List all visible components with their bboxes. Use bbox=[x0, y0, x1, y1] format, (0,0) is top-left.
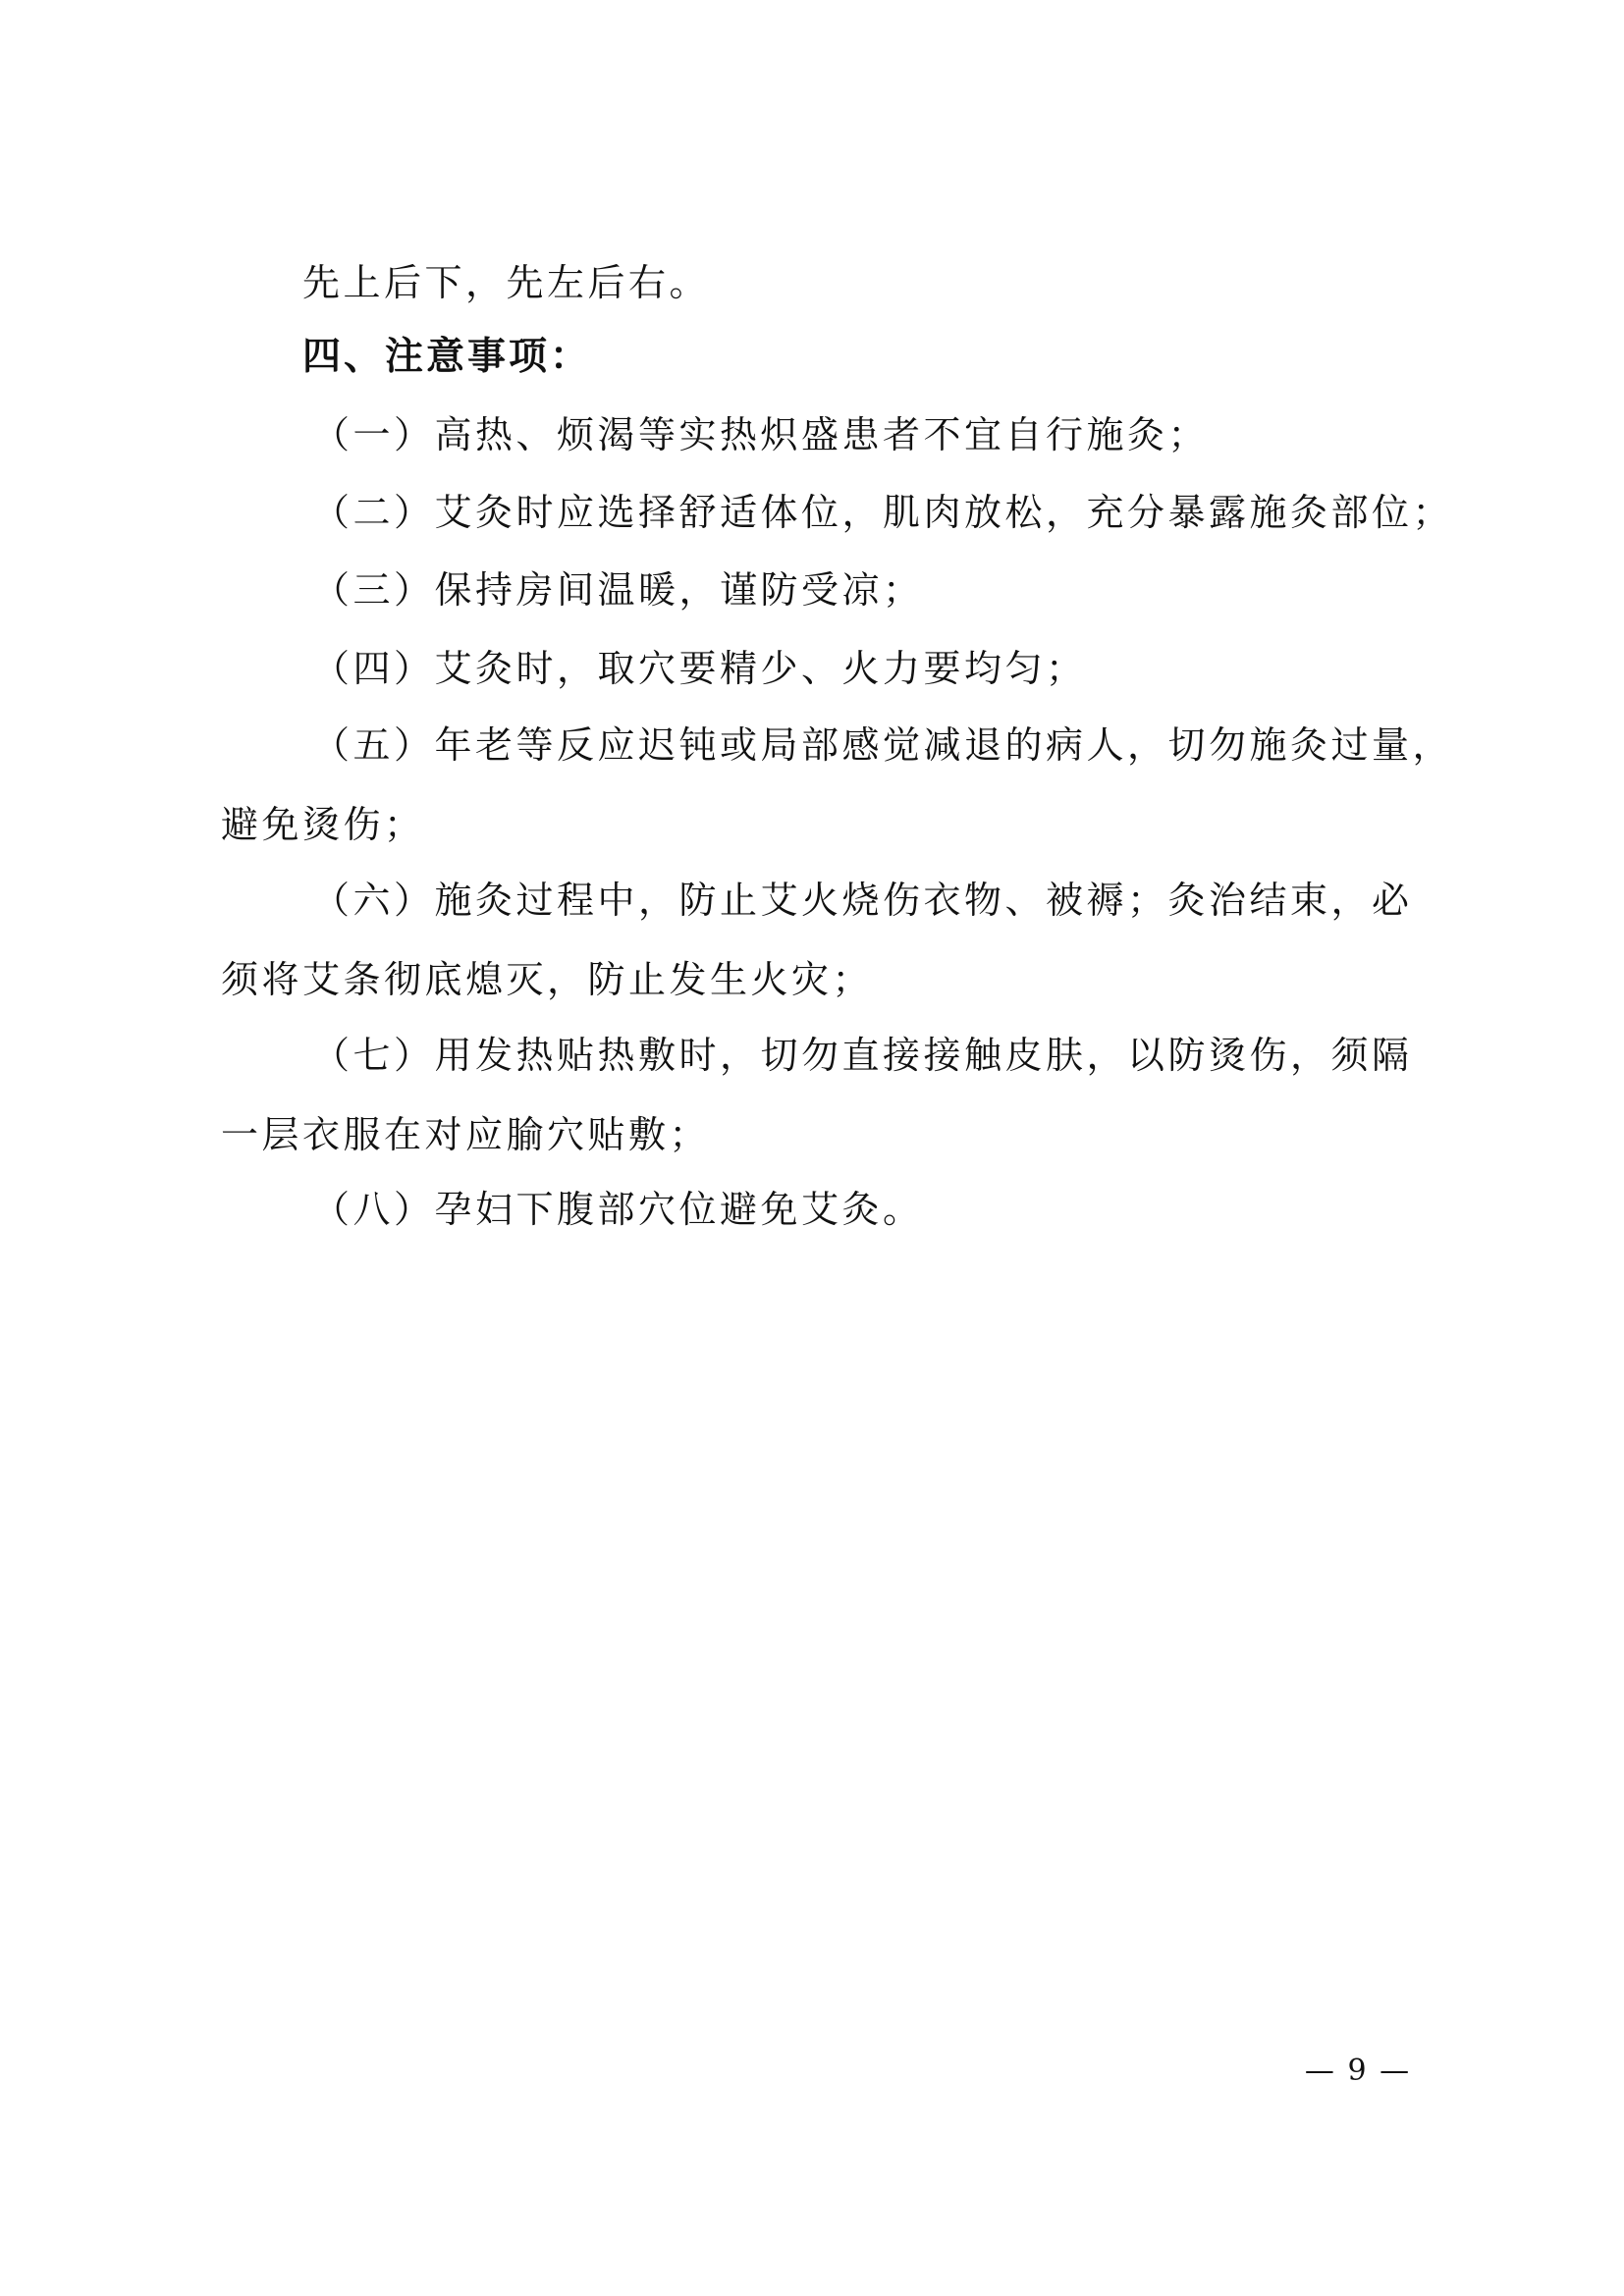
page-number: — 9 — bbox=[1304, 2054, 1412, 2088]
note-item-1: （一）高热、烦渴等实热炽盛患者不宜自行施灸； bbox=[312, 413, 1210, 456]
continuation-line: 先上后下，先左后右。 bbox=[302, 261, 711, 304]
note-item-6-line-1: （六）施灸过程中，防止艾火烧伤衣物、被褥；灸治结束，必 bbox=[312, 879, 1413, 922]
note-item-2: （二）艾灸时应选择舒适体位，肌肉放松，充分暴露施灸部位； bbox=[312, 491, 1454, 534]
note-item-4: （四）艾灸时，取穴要精少、火力要均匀； bbox=[312, 647, 1087, 690]
note-item-7-line-2: 一层衣服在对应腧穴贴敷； bbox=[221, 1113, 711, 1156]
note-item-7-line-1: （七）用发热贴热敷时，切勿直接接触皮肤，以防烫伤，须隔 bbox=[312, 1034, 1413, 1077]
note-item-5-line-2: 避免烫伤； bbox=[221, 803, 425, 846]
note-item-3: （三）保持房间温暖，谨防受凉； bbox=[312, 568, 924, 612]
note-item-8: （八）孕妇下腹部穴位避免艾灸。 bbox=[312, 1188, 924, 1231]
note-item-5-line-1: （五）年老等反应迟钝或局部感觉减退的病人，切勿施灸过量， bbox=[312, 723, 1454, 767]
section-heading: 四、注意事项： bbox=[302, 335, 592, 379]
note-item-6-line-2: 须将艾条彻底熄灭，防止发生火灾； bbox=[221, 958, 874, 1001]
